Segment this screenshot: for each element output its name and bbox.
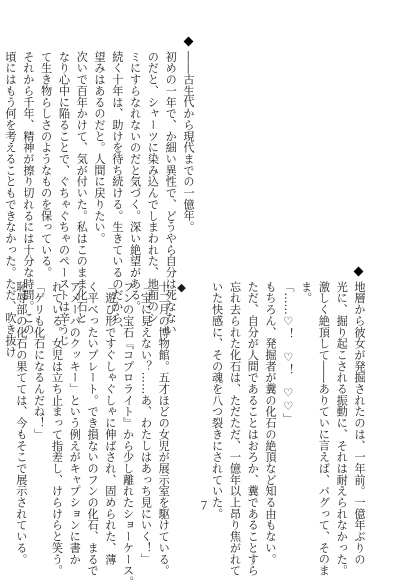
story-text-left: ――古生代から現代までの一億年。 初めの一年で、か細い異性で、どうやら自分は死なない のだと、シャーツに染み込んでしまわれた、地面のシ ミにすらなれないのだと気づく。深い絶望がある。 続く十年は、助けを待ち続ける。生きているのだから、 望みはあるのだと。人間に戻りたい。 次いで百年かけて、気が付いた。私はこのまま化石と なり心中に陥ることで、ぐちゃぐちゃのペーストは辛うじ て生き物らしさのようなものを保っている。 それから千年、精神が擦り切れるには十分な時間。この 頃にはもう何を考えることもできなかった。ただ、吹き抜け <box>4 51 195 358</box>
story-text-right: 地層から彼女が発掘されたのは、一年前。一億年ぶりの 光に、掘り起こされる振動に、それは耐えられなかった。 激しく絶頂して――ありていに言えば、バグって、そのま ま。 「……♡！ ♡！ ♡♡」 もちろん、発掘者が糞の化石の絶頂など知る由もない。 ただ、自分が人間であることはおろか、糞であることすら 忘れ去られた化石は、ただただ、一億年以上昂り焦がれて いた快感に、その魂を八つ裂きにされていた。 ◆ 十二月の博物館。五才ほどの女児が展示室を駆けている。 「宝に見えない？……あ、わたしはあっち見にいく！」 フンの宝石『コプロライト』から少し離れたショーケース。 「遊び形ですぐしゃぐしゃに伸ばされ、固められた、薄 く平べったいプレート。でき損ないのフンの化石、まるで アメーバのクッキー」という例えがキャプションに書か れている。女児は立ち止まって指差し、けらけらと笑う。 「ゲリも化石になるんだね！」 恥辱部の化石の果てては、今もそこで展示されている。 <box>14 281 366 587</box>
page-number: ７ <box>197 500 210 511</box>
section-diamond-marker <box>354 267 364 277</box>
section-diamond-marker <box>184 37 194 47</box>
